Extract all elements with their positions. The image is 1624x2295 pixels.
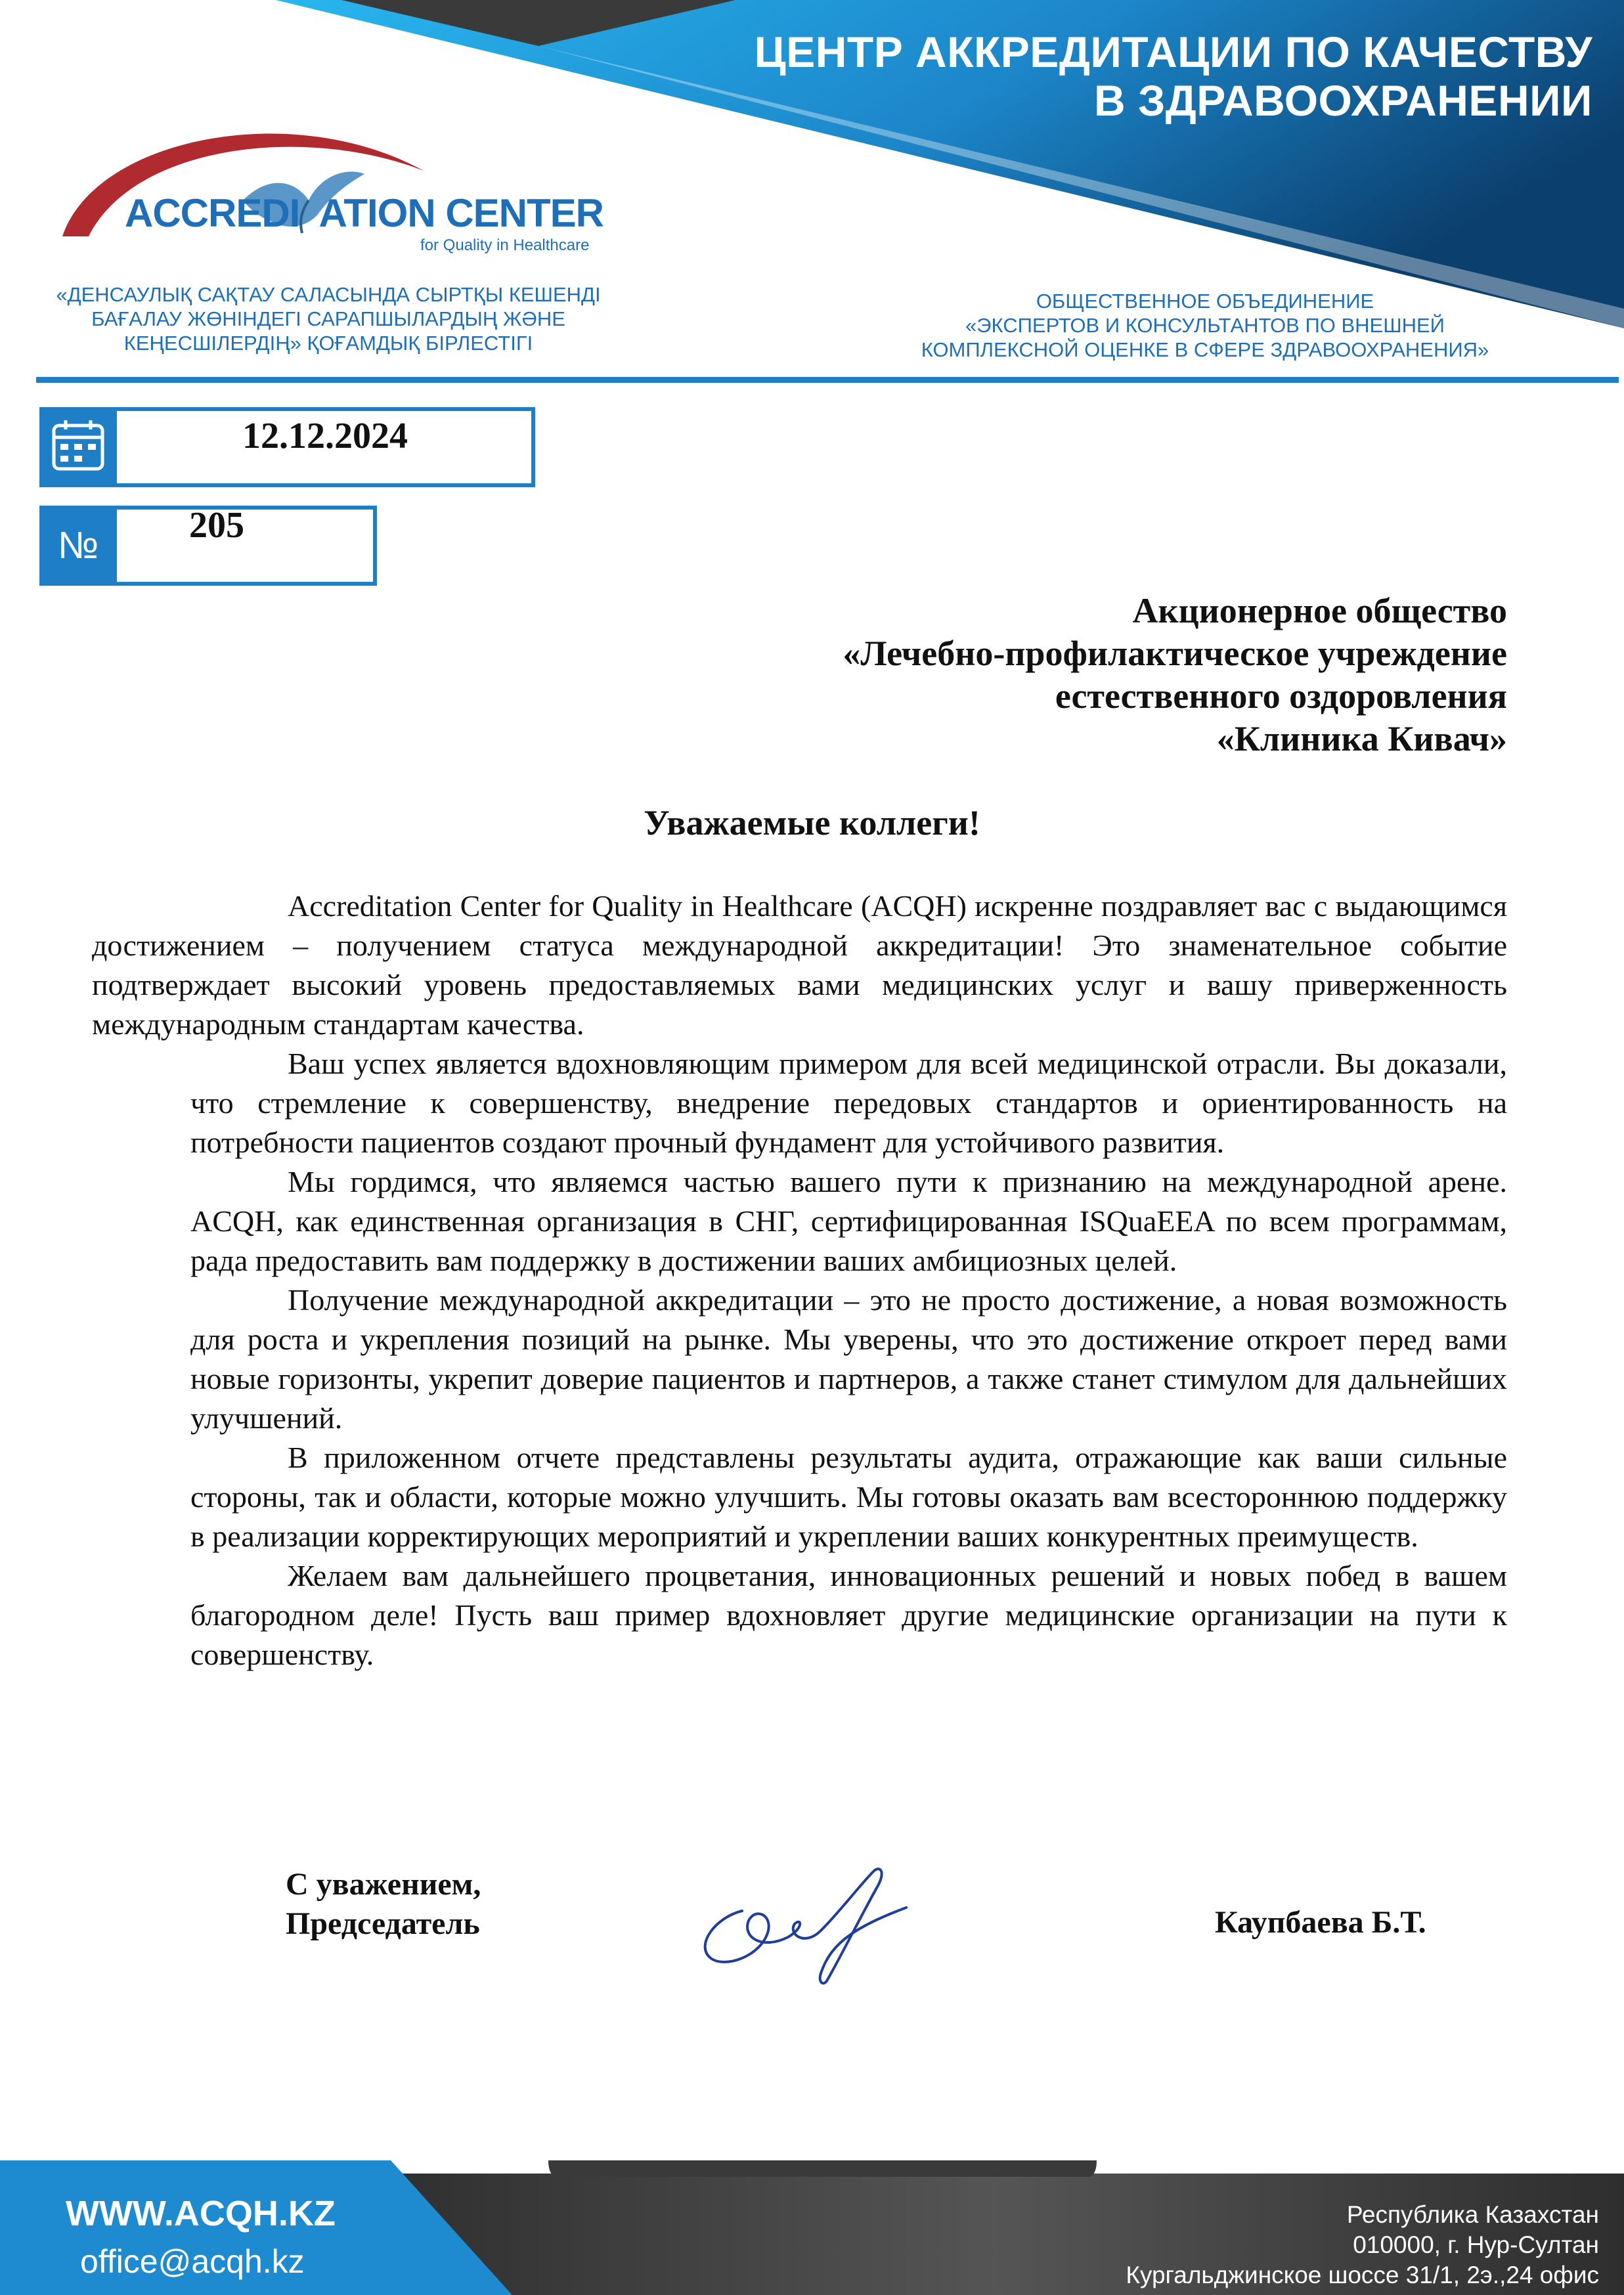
footer-email[interactable]: office@acqh.kz — [80, 2243, 305, 2280]
body-paragraph: Желаем вам дальнейшего процветания, инновационных решений и новых побед в вашем благородном деле! Пусть ваш пример вдохновляет другие медицинские организации на пути к совершенству. — [190, 1559, 1507, 1671]
kz-org-line: КЕҢЕСШІЛЕРДІҢ» ҚОҒАМДЫҚ БІРЛЕСТІГІ — [123, 332, 533, 355]
calendar-icon — [39, 407, 117, 487]
body-paragraph: Accreditation Center for Quality in Healthcare (ACQH) искренне поздравляет вас с выдающимся достижением – получением статуса международной аккредитации! Это знаменательное событие подтверждает высокий уровень предоставляемых вами медицинских услуг и вашу приверженность международным стандартам качества. — [92, 889, 1507, 1041]
recipient-line: Акционерное общество — [1132, 591, 1507, 630]
recipient-line: естественного оздоровления — [1055, 676, 1507, 716]
footer-address-line: Кургальджинское шоссе 31/1, 2э.,24 офис — [1126, 2262, 1599, 2288]
body-paragraph: В приложенном отчете представлены результаты аудита, отражающие как ваши сильные стороны, так и области, которые можно улучшить. Мы готовы оказать вам всестороннюю поддержку в реализации корректирующих мероприятий и укреплении ваших конкурентных преимуществ. — [190, 1441, 1507, 1553]
recipient-line: «Лечебно-профилактическое учреждение — [843, 634, 1507, 673]
signatory-name: Каупбаева Б.Т. — [1215, 1905, 1426, 1940]
recipient-block — [843, 590, 1507, 760]
kz-org-line: «ДЕНСАУЛЫҚ САҚТАУ САЛАСЫНДА СЫРТҚЫ КЕШЕНДІ — [56, 283, 601, 306]
ru-org-line: «ЭКСПЕРТОВ И КОНСУЛЬТАНТОВ ПО ВНЕШНЕЙ — [965, 314, 1445, 337]
body-text — [190, 1044, 1507, 1674]
number-sign: № — [39, 506, 117, 586]
footer-address-line: Республика Казахстан — [1346, 2201, 1599, 2228]
handwritten-signature — [690, 1858, 926, 1990]
date-icon-cell — [39, 407, 117, 487]
body-paragraph: Мы гордимся, что являемся частью вашего пути к признанию на международной арене. ACQH, как единственная организация в СНГ, сертифицированная ISQuaEEA по всем программам, рада предоставить вам поддержку в достижении ваших амбициозных целей. — [190, 1165, 1507, 1277]
signoff-regards: С уважением, — [286, 1867, 481, 1902]
header-divider — [36, 377, 1619, 383]
footer-address-line: 010000, г. Нур-Султан — [1353, 2231, 1599, 2258]
logo-sub: for Quality in Healthcare — [420, 236, 590, 254]
ru-org-line: КОМПЛЕКСНОЙ ОЦЕНКЕ В СФЕРЕ ЗДРАВООХРАНЕНИЯ» — [921, 338, 1489, 361]
kz-organization-name — [26, 282, 630, 355]
signoff-position: Председатель — [286, 1906, 480, 1941]
salutation: Уважаемые коллеги! — [644, 803, 980, 842]
body-paragraph: Ваш успех является вдохновляющим примером для всей медицинской отрасли. Вы доказали, что стремление к совершенству, внедрение передовых стандартов и ориентированность на потребности пациентов создают прочный фундамент для устойчивого развития. — [190, 1047, 1507, 1159]
kz-org-line: БАҒАЛАУ ЖӨНІНДЕГІ САРАПШЫЛАРДЫҢ ЖӘНЕ — [91, 307, 565, 330]
header-title-line2: В ЗДРАВООХРАНЕНИИ — [1093, 76, 1592, 125]
header-title-line1: ЦЕНТР АККРЕДИТАЦИИ ПО КАЧЕСТВУ — [754, 28, 1592, 76]
logo-text: ACCREDI ATION CENTER — [125, 191, 604, 235]
signoff-block — [286, 1865, 481, 1944]
footer-website[interactable]: WWW.ACQH.KZ — [66, 2194, 336, 2233]
letter-date: 12.12.2024 — [242, 416, 408, 456]
body-paragraph: Получение международной аккредитации – это не просто достижение, а новая возможность для роста и укрепления позиций на рынке. Мы уверены, что это достижение откроет перед вами новые горизонты, укрепит доверие пациентов и партнеров, а также станет стимулом для дальнейших улучшений. — [190, 1283, 1507, 1435]
ru-org-line: ОБЩЕСТВЕННОЕ ОБЪЕДИНЕНИЕ — [1036, 290, 1374, 313]
letter-number: 205 — [189, 505, 244, 546]
recipient-line: «Клиника Кивач» — [1216, 719, 1507, 758]
ru-organization-name — [873, 289, 1537, 362]
